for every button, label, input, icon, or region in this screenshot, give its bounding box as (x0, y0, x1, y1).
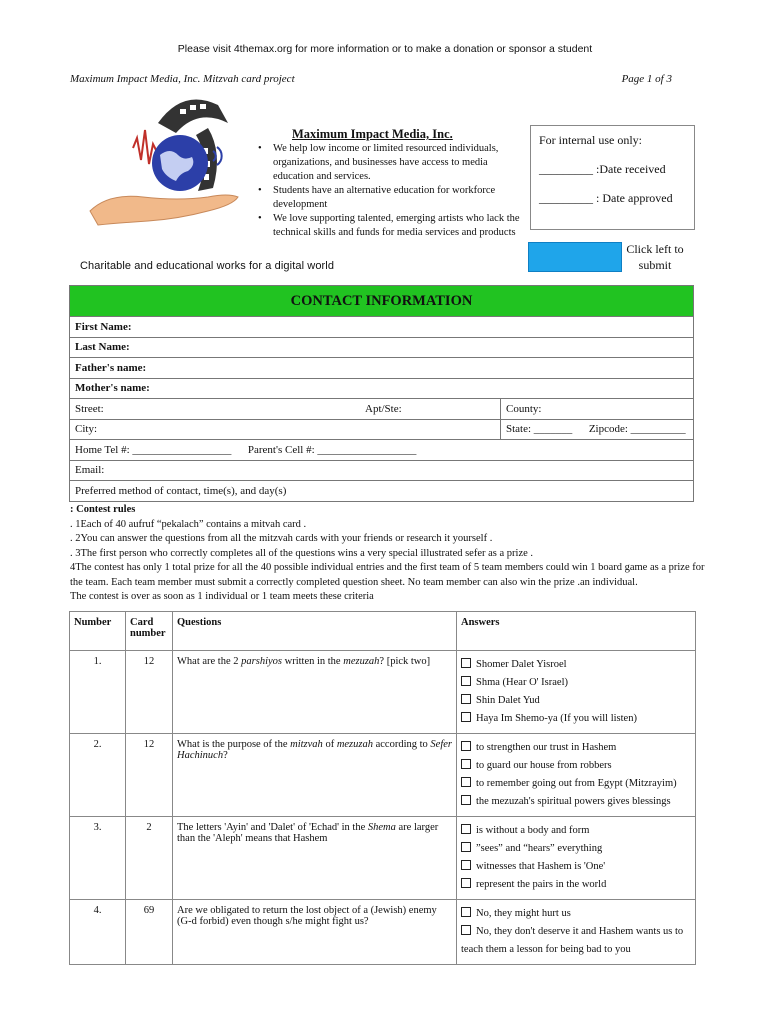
internal-use-box (530, 125, 695, 230)
answer-option[interactable]: Shin Dalet Yud (461, 692, 691, 710)
row-card: 12 (126, 734, 173, 817)
row-card: 12 (126, 651, 173, 734)
bullet-item: • We love supporting talented, emerging artists who lack the technical skills and funds for media services and products (258, 212, 526, 240)
city-field[interactable]: City: (70, 419, 501, 440)
checkbox[interactable] (461, 925, 471, 935)
table-row (70, 734, 696, 817)
questions-table (69, 611, 696, 965)
table-row (70, 651, 696, 734)
checkbox[interactable] (461, 658, 471, 668)
row-question: Are we obligated to return the lost object of a (Jewish) enemy (G-d forbid) even though s/he might fight us? (173, 900, 457, 965)
checkbox[interactable] (461, 842, 471, 852)
row-number: 2. (70, 734, 126, 817)
rule-line: The contest is over as soon as 1 individual or 1 team meets these criteria (70, 591, 374, 602)
answer-option[interactable]: Haya Im Shemo-ya (If you will listen) (461, 710, 691, 728)
company-bullets (258, 142, 526, 240)
rule-line: . 1Each of 40 aufruf “pekalach” contains a mitvah card . (70, 518, 307, 530)
row-number: 3. (70, 817, 126, 900)
col-question: Questions (173, 612, 457, 651)
answer-option[interactable]: Shma (Hear O' Israel) (461, 674, 691, 692)
checkbox[interactable] (461, 860, 471, 870)
parent-cell-field[interactable]: Parent's Cell #: __________________ (247, 443, 417, 456)
checkbox[interactable] (461, 878, 471, 888)
row-answers (457, 651, 696, 734)
contact-heading: CONTACT INFORMATION (70, 286, 694, 317)
submit-hint: Click left to submit (626, 242, 684, 272)
mother-name-field[interactable]: Mother's name: (70, 378, 694, 399)
bullet-item: • We help low income or limited resourced individuals, organizations, and businesses have access to media education and services. (258, 142, 526, 184)
tagline: Charitable and educational works for a digital world (80, 260, 335, 272)
answer-option[interactable]: the mezuzah's spiritual powers gives blessings (461, 793, 691, 811)
preferred-contact-field[interactable]: Preferred method of contact, time(s), and day(s) (70, 481, 694, 502)
rule-line: 4The contest has only 1 total prize for all the 40 possible individual entries and the first team of 5 team members could win 1 board game as a prize for the team. Each team member must submit a correctly completed question sheet. No team member can also win the prize .an individual. (70, 562, 705, 588)
answer-option[interactable]: Shomer Dalet Yisroel (461, 656, 691, 674)
row-number: 1. (70, 651, 126, 734)
col-number: Number (70, 612, 126, 651)
checkbox[interactable] (461, 824, 471, 834)
answer-option[interactable]: No, they might hurt us (461, 905, 691, 923)
email-field[interactable]: Email: (70, 460, 694, 481)
table-row (70, 900, 696, 965)
street-field[interactable]: Street: (70, 399, 361, 420)
col-card: Card number (126, 612, 173, 651)
submit-button[interactable] (528, 242, 622, 272)
answer-option[interactable]: witnesses that Hashem is 'One' (461, 858, 691, 876)
apt-field[interactable]: Apt/Ste: (360, 399, 501, 420)
contact-table (69, 285, 694, 502)
date-approved-field[interactable]: _________ : Date approved (539, 191, 673, 205)
contest-rules (70, 503, 710, 605)
first-name-field[interactable]: First Name: (70, 317, 694, 338)
zip-field[interactable]: Zipcode: __________ (588, 423, 686, 436)
bullet-item: • Students have an alternative education for workforce development (258, 184, 526, 212)
rule-line: . 3The first person who correctly completes all of the questions wins a very special illustrated sefer as a prize . (70, 547, 534, 559)
date-received-field[interactable]: _________ :Date received (539, 162, 666, 176)
answer-option[interactable]: is without a body and form (461, 822, 691, 840)
internal-title: For internal use only: (539, 133, 642, 147)
father-name-field[interactable]: Father's name: (70, 358, 694, 379)
row-question: The letters 'Ayin' and 'Dalet' of 'Echad' in the Shema are larger than the 'Aleph' means that Hashem (173, 817, 457, 900)
answer-option[interactable]: to strengthen our trust in Hashem (461, 739, 691, 757)
answer-option[interactable]: to guard our house from robbers (461, 757, 691, 775)
row-card: 2 (126, 817, 173, 900)
row-answers (457, 734, 696, 817)
state-field[interactable]: State: _______ (506, 423, 573, 436)
header-project: Maximum Impact Media, Inc. Mitzvah card project (70, 73, 295, 85)
home-tel-field[interactable]: Home Tel #: __________________ (75, 443, 232, 456)
checkbox[interactable] (461, 694, 471, 704)
last-name-field[interactable]: Last Name: (70, 337, 694, 358)
rule-line: . 2You can answer the questions from all the mitzvah cards with your friends or research it yourself . (70, 533, 493, 544)
county-field[interactable]: County: (501, 399, 694, 420)
checkbox[interactable] (461, 777, 471, 787)
col-answers: Answers (457, 612, 696, 651)
answer-option[interactable]: ”sees” and “hears” everything (461, 840, 691, 858)
row-answers (457, 900, 696, 965)
checkbox[interactable] (461, 676, 471, 686)
hand-icon (90, 195, 238, 225)
top-notice: Please visit 4themax.org for more information or to make a donation or sponsor a student (177, 43, 593, 55)
header-page-number: Page 1 of 3 (621, 73, 672, 85)
row-question: What is the purpose of the mitzvah of mezuzah according to Sefer Hachinuch? (173, 734, 457, 817)
row-question: What are the 2 parshiyos written in the mezuzah? [pick two] (173, 651, 457, 734)
table-row (70, 817, 696, 900)
checkbox[interactable] (461, 759, 471, 769)
state-zip-field[interactable] (501, 419, 694, 440)
checkbox[interactable] (461, 795, 471, 805)
row-card: 69 (126, 900, 173, 965)
answer-option[interactable]: No, they don't deserve it and Hashem wants us to teach them a lesson for being bad to you (461, 926, 684, 955)
company-logo (88, 93, 268, 231)
company-title: Maximum Impact Media, Inc. (292, 127, 453, 141)
row-number: 4. (70, 900, 126, 965)
phone-row[interactable] (70, 440, 694, 461)
checkbox[interactable] (461, 907, 471, 917)
rules-title: : Contest rules (70, 504, 136, 515)
row-answers (457, 817, 696, 900)
answer-option[interactable]: represent the pairs in the world (461, 876, 691, 894)
checkbox[interactable] (461, 741, 471, 751)
answer-option[interactable]: to remember going out from Egypt (Mitzrayim) (461, 775, 691, 793)
checkbox[interactable] (461, 712, 471, 722)
